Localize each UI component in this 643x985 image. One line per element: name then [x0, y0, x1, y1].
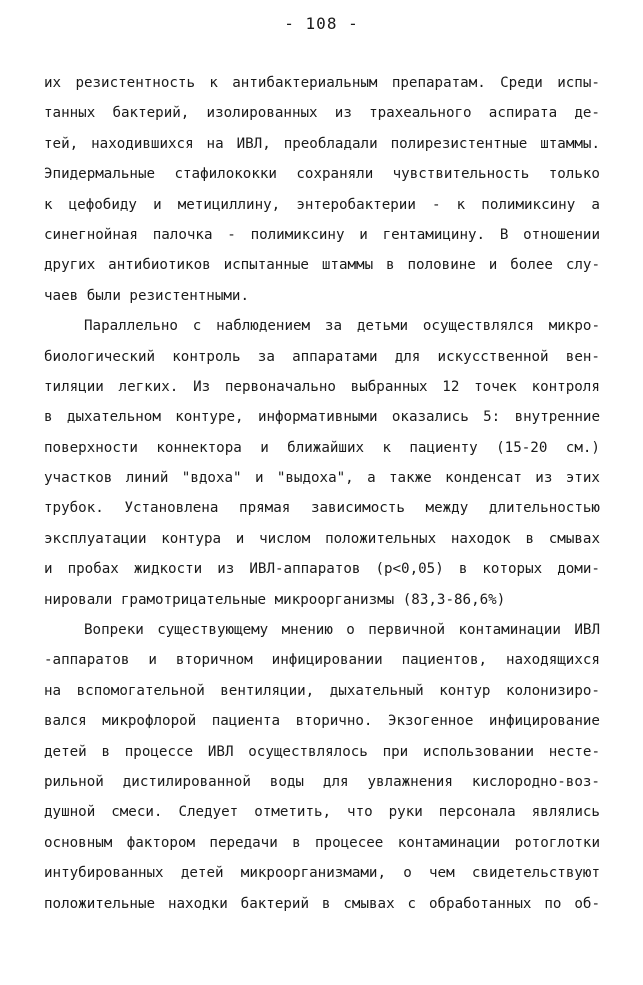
body-text — [44, 68, 600, 919]
word: инфицирование — [488, 713, 600, 730]
word: Параллельно — [84, 318, 178, 335]
word: к — [456, 196, 466, 213]
word: к — [209, 75, 218, 91]
word: душной — [44, 804, 96, 821]
word: стафилококки — [174, 166, 277, 183]
word: инфицировании — [271, 652, 383, 669]
word: и — [153, 196, 162, 213]
word: полимиксину — [481, 196, 576, 213]
word: воды — [269, 773, 304, 790]
text-line — [44, 342, 600, 372]
word: в — [458, 561, 468, 578]
word: также — [388, 470, 432, 487]
word: ИВЛ — [207, 743, 234, 760]
word: препаратам. — [391, 75, 486, 91]
word: и — [44, 561, 53, 578]
word: "выдоха", — [276, 470, 354, 487]
word: детьми — [356, 318, 409, 335]
word: преобладали — [283, 135, 378, 152]
word: что — [347, 804, 373, 821]
word: синегнойная — [44, 226, 138, 243]
word: Среди — [500, 75, 543, 91]
word: -аппаратов — [44, 652, 130, 669]
text-line — [44, 858, 600, 888]
page-number: - 108 - — [284, 14, 359, 33]
word: находящихся — [506, 652, 600, 669]
word: точек — [474, 378, 517, 395]
word: и — [488, 257, 498, 274]
word: между — [425, 500, 469, 517]
word: интубированных — [44, 865, 164, 882]
word: - — [227, 226, 236, 243]
word: Эпидермальные — [44, 166, 156, 183]
word: колонизиро- — [505, 682, 600, 699]
word: антибиотиков — [108, 257, 211, 274]
word: искусственной — [437, 348, 549, 365]
word: конденсат — [445, 470, 522, 487]
word: контаминации — [458, 622, 561, 639]
word: штаммы. — [540, 135, 600, 152]
word: первичной — [368, 622, 446, 639]
word: микро- — [548, 318, 600, 335]
word: пробах — [67, 561, 119, 578]
word: и — [260, 439, 269, 456]
word: ИВЛ — [574, 622, 600, 639]
word: контур — [439, 682, 491, 699]
text-line — [44, 129, 600, 159]
text-line — [44, 68, 600, 98]
word: находившихся — [91, 135, 194, 152]
word: из — [217, 561, 235, 578]
word: числом — [259, 530, 311, 547]
word: использовании — [422, 743, 534, 760]
word: полимиксину — [250, 226, 345, 243]
word: с — [407, 895, 417, 912]
word: трахеального — [369, 105, 472, 122]
word: и — [254, 470, 264, 487]
word: контаминации — [397, 834, 501, 851]
word: осуществлялось — [248, 743, 368, 760]
word: вторичном — [175, 652, 253, 669]
word: микроорганизмами, — [240, 865, 386, 882]
word: осуществлялся — [422, 318, 534, 335]
word: за — [257, 348, 275, 365]
word: находок — [450, 530, 511, 547]
word: в — [321, 895, 331, 912]
word: а — [367, 470, 376, 487]
word: контуре, — [175, 409, 244, 426]
word: Из — [193, 378, 211, 395]
word: дистилированной — [122, 773, 251, 790]
word: ближайших — [287, 439, 365, 456]
word: к — [382, 439, 391, 456]
word: бактерий, — [112, 105, 190, 122]
text-line — [44, 615, 600, 645]
word: де- — [574, 105, 600, 122]
word: положительных — [325, 530, 437, 547]
word: биологический — [44, 348, 156, 365]
text-line: чаев были резистентными. — [44, 287, 249, 304]
word: поверхности — [44, 439, 138, 456]
word: информативными — [257, 409, 378, 426]
word: которых — [482, 561, 543, 578]
word: свидетельствуют — [471, 865, 600, 882]
text-line — [44, 737, 600, 767]
word: смеси. — [111, 804, 163, 821]
text-line — [44, 767, 600, 797]
word: кислородно-воз- — [471, 773, 600, 790]
word: вен- — [565, 348, 600, 365]
text-line — [44, 828, 600, 858]
text-line — [44, 645, 600, 675]
word: мнению — [281, 622, 333, 639]
text-line — [44, 554, 600, 584]
word: прямая — [239, 500, 291, 517]
text-line — [44, 98, 600, 128]
word: тей, — [44, 135, 79, 152]
word: на — [44, 682, 62, 699]
word: чем — [429, 865, 455, 882]
word: других — [44, 257, 96, 274]
word: испытанные — [223, 257, 309, 274]
word: Установлена — [124, 500, 219, 517]
word: процесее — [315, 834, 384, 851]
word: в — [525, 530, 534, 547]
word: существующему — [157, 622, 269, 639]
word: пациенту — [409, 439, 478, 456]
word: вторично. — [295, 713, 373, 730]
word: несте- — [548, 743, 600, 760]
word: вспомогательной — [76, 682, 205, 699]
word: полирезистентные — [390, 135, 528, 152]
word: вался — [44, 713, 87, 730]
text-line — [44, 493, 600, 523]
word: для — [322, 773, 349, 790]
word: являлись — [531, 804, 600, 821]
word: коннектора — [156, 439, 242, 456]
word: линий — [125, 470, 169, 487]
word: аппаратами — [292, 348, 378, 365]
word: изолированных — [206, 105, 318, 122]
word: этих — [565, 470, 600, 487]
word: сохраняли — [296, 166, 374, 183]
word: метициллину, — [177, 196, 281, 213]
word: тиляции — [44, 378, 104, 395]
word: отношении — [523, 226, 600, 243]
word: ротоглотки — [514, 834, 600, 851]
word: Следует — [178, 804, 239, 821]
word: танных — [44, 105, 96, 122]
word: В — [499, 226, 509, 243]
word: трубок. — [44, 500, 104, 517]
text-line — [44, 463, 600, 493]
word: вентиляции, — [220, 682, 315, 699]
word: детей — [44, 743, 87, 760]
text-line — [44, 889, 600, 919]
text-line: нировали грамотрицательные микроорганизмы (83,3-86,6%) — [44, 591, 506, 608]
word: чувствительность — [392, 166, 530, 183]
word: их — [44, 75, 62, 91]
word: бактерий — [240, 895, 309, 912]
word: в — [386, 257, 395, 274]
word: о — [346, 622, 355, 639]
word: в — [101, 743, 111, 760]
word: резистентность — [75, 75, 196, 91]
word: отметить, — [254, 804, 332, 821]
word: пациентов, — [401, 652, 488, 669]
word: доми- — [557, 561, 600, 578]
word: - — [432, 196, 441, 213]
word: "вдоха" — [181, 470, 242, 487]
word: энтеробактерии — [296, 196, 416, 213]
word: аспирата — [488, 105, 558, 122]
word: наблюдением — [216, 318, 311, 335]
word: увлажнения — [367, 773, 453, 790]
word: антибактериальным — [232, 75, 378, 91]
text-line — [44, 159, 600, 189]
word: Вопреки — [84, 622, 144, 639]
word: из — [334, 105, 352, 122]
text-line — [44, 797, 600, 827]
word: и — [359, 226, 368, 243]
word: на — [206, 135, 224, 152]
word: (р<0,05) — [375, 561, 444, 578]
word: к — [44, 196, 53, 213]
word: микрофлорой — [102, 713, 197, 730]
word: более — [510, 257, 553, 274]
word: испы- — [557, 75, 600, 91]
word: гентамицину. — [382, 226, 486, 243]
word: контроля — [531, 378, 600, 395]
word: и — [235, 530, 245, 547]
word: находки — [167, 895, 228, 912]
word: смывах — [343, 895, 395, 912]
word: дыхательный — [329, 682, 424, 699]
word: оказались — [391, 409, 469, 426]
word: эксплуатации — [44, 530, 147, 547]
word: участков — [44, 470, 113, 487]
word: при — [382, 743, 409, 760]
text-line — [44, 250, 600, 280]
word: палочка — [152, 226, 213, 243]
word: пациента — [211, 713, 281, 730]
word: штаммы — [321, 257, 374, 274]
word: 5: — [483, 409, 501, 426]
word: длительностью — [488, 500, 600, 517]
word: из — [535, 470, 553, 487]
word: обработанных — [428, 895, 532, 912]
word: за — [324, 318, 343, 335]
word: положительные — [44, 895, 156, 912]
word: ИВЛ, — [236, 135, 271, 152]
word: (15-20 — [496, 439, 548, 456]
word: половине — [407, 257, 476, 274]
text-line — [44, 311, 600, 341]
word: первоначально — [224, 378, 336, 395]
word: для — [394, 348, 421, 365]
word: по — [544, 895, 562, 912]
word: рильной — [44, 773, 104, 790]
word: и — [148, 652, 157, 669]
text-line — [44, 524, 600, 554]
word: см.) — [565, 439, 600, 456]
word: передачи — [209, 834, 278, 851]
word: контроль — [172, 348, 241, 365]
word: дыхательном — [66, 409, 161, 426]
word: об- — [574, 895, 600, 912]
word: детей — [180, 865, 224, 882]
text-line — [44, 676, 600, 706]
word: 12 — [442, 378, 460, 395]
word: фактором — [126, 834, 196, 851]
word: жидкости — [133, 561, 203, 578]
text-line — [44, 706, 600, 736]
word: персонала — [438, 804, 516, 821]
word: а — [591, 196, 600, 213]
word: смывах — [548, 530, 600, 547]
word: зависимость — [310, 500, 405, 517]
word: основным — [44, 834, 113, 851]
word: руки — [388, 804, 423, 821]
word: в — [292, 834, 301, 851]
word: в — [44, 409, 53, 426]
word: слу- — [565, 257, 600, 274]
word: ИВЛ-аппаратов — [249, 561, 361, 578]
word: легких. — [118, 378, 179, 395]
text-line — [44, 402, 600, 432]
word: с — [192, 318, 202, 335]
word: выбранных — [350, 378, 428, 395]
word: о — [403, 865, 412, 882]
text-line — [44, 372, 600, 402]
word: Экзогенное — [387, 713, 474, 730]
word: цефобиду — [68, 196, 137, 213]
word: внутренние — [514, 409, 600, 426]
text-line — [44, 190, 600, 220]
word: процессе — [124, 743, 194, 760]
word: только — [548, 166, 600, 183]
text-line — [44, 433, 600, 463]
text-line — [44, 220, 600, 250]
word: контура — [161, 530, 222, 547]
